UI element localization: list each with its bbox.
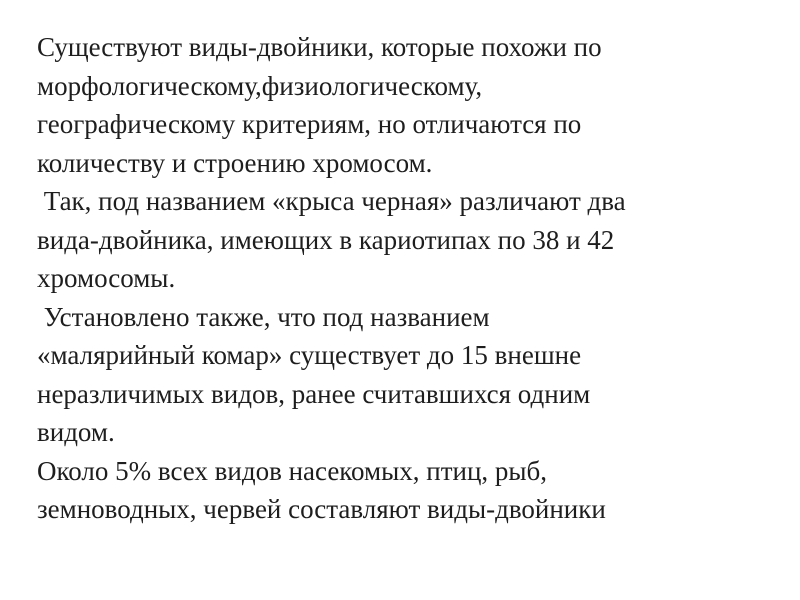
text-line-11: видом. (37, 417, 115, 447)
text-line-8: Установлено также, что под названием (37, 301, 490, 332)
text-line-12: Около 5% всех видов насекомых, птиц, рыб, (37, 455, 548, 486)
text-line-13: земноводных, червей составляют виды-двойники (37, 494, 606, 524)
text-line-2: морфологическому,физиологическому, (37, 70, 483, 101)
slide-body-text (37, 28, 770, 529)
text-line-10: неразличимых видов, ранее считавшихся одним (37, 378, 591, 409)
text-line-5: Так, под названием «крыса черная» различают два (37, 186, 626, 216)
text-line-1: Существуют виды-двойники, которые похожи по (37, 32, 602, 62)
text-line-3: географическому критериям, но отличаются по (37, 109, 582, 139)
text-line-4: количеству и строению хромосом. (37, 147, 433, 178)
text-line-7: хромосомы. (37, 263, 176, 293)
text-line-6: вида-двойника, имеющих в кариотипах по 38 и 42 (37, 224, 615, 255)
text-line-9: «малярийный комар» существует до 15 внешне (37, 340, 582, 370)
